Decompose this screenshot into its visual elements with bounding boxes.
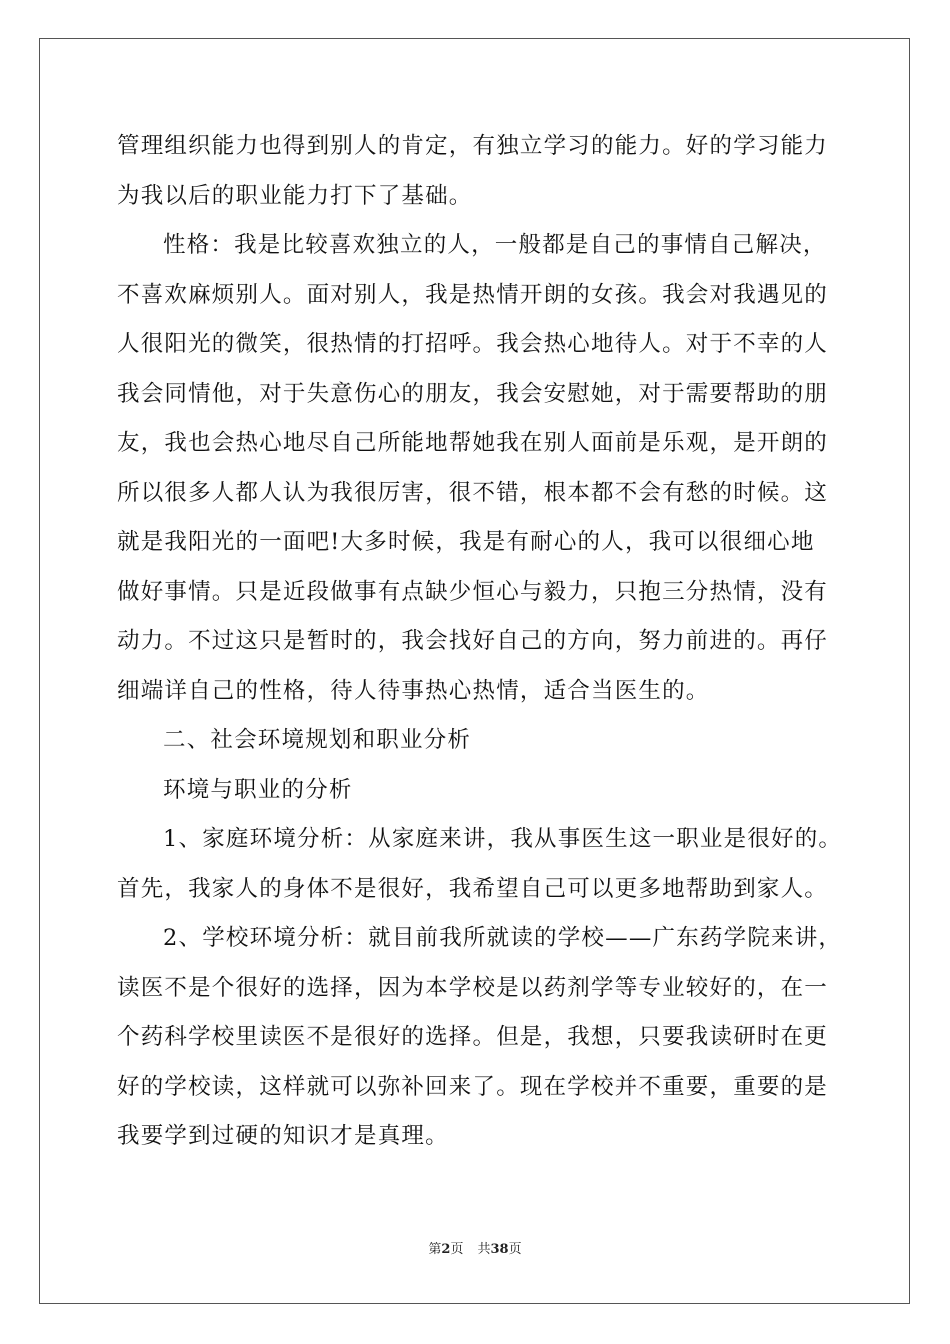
text-line: 人很阳光的微笑，很热情的打招呼。我会热心地待人。对于不幸的人 [117,331,829,357]
page-footer [0,1238,950,1257]
text-line: 好的学校读，这样就可以弥补回来了。现在学校并不重要，重要的是 [117,1073,829,1100]
footer-total-suffix: 页 [508,1242,522,1257]
text-line: 所以很多人都人认为我很厉害，很不错，根本都不会有愁的时候。这 [117,479,829,506]
text-line: 我要学到过硬的知识才是真理。 [117,1123,449,1149]
text-line: 二、社会环境规划和职业分析 [163,727,472,753]
text-line: 我会同情他，对于失意伤心的朋友，我会安慰她，对于需要帮助的朋 [117,380,829,407]
document-body [117,122,847,1162]
text-line: 管理组织能力也得到别人的肯定，有独立学习的能力。好的学习能力 [117,133,829,159]
text-line: 个药科学校里读医不是很好的选择。但是，我想，只要我读研时在更 [117,1024,829,1050]
footer-page-prefix: 第 [428,1242,442,1257]
text-line: 做好事情。只是近段做事有点缺少恒心与毅力，只抱三分热情，没有 [117,578,829,605]
text-line: 首先，我家人的身体不是很好，我希望自己可以更多地帮助到家人。 [117,875,829,902]
footer-total-pages: 38 [490,1242,509,1257]
text-line: 为我以后的职业能力打下了基础。 [117,182,473,209]
text-line: 2、学校环境分析：就目前我所就读的学校——广东药学院来讲， [163,925,843,951]
text-line: 1、家庭环境分析：从家庭来讲，我从事医生这一职业是很好的。 [163,826,843,852]
text-line: 友，我也会热心地尽自己所能地帮她我在别人面前是乐观，是开朗的 [117,430,829,456]
text-line: 动力。不过这只是暂时的，我会找好自己的方向，努力前进的。再仔 [117,628,829,654]
text-line: 环境与职业的分析 [163,776,353,803]
text-line: 读医不是个很好的选择，因为本学校是以药剂学等专业较好的，在一 [117,974,829,1001]
text-line: 细端详自己的性格，待人待事热心热情，适合当医生的。 [117,677,710,704]
text-line: 就是我阳光的一面吧!大多时候，我是有耐心的人，我可以很细心地 [117,529,815,555]
text-line: 不喜欢麻烦别人。面对别人，我是热情开朗的女孩。我会对我遇见的 [117,281,829,308]
footer-total-prefix: 共 [477,1242,491,1257]
footer-page-suffix: 页 [450,1242,464,1257]
text-line: 性格：我是比较喜欢独立的人，一般都是自己的事情自己解决， [163,232,827,258]
footer-page-number: 2 [441,1242,451,1257]
